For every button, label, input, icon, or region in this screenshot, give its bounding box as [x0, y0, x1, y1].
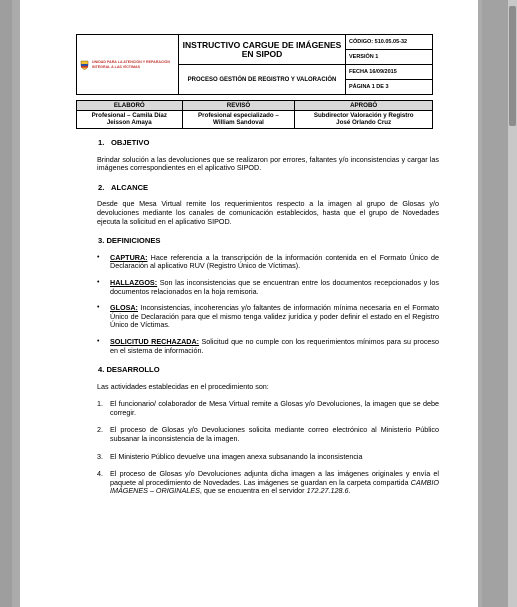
signatures-table — [76, 100, 433, 129]
col-elaboro: ELABORÓ — [77, 101, 183, 111]
definition-text: Hace referencia a la transcripción de la información contenida en el Formato Único de Declaración al aplicativo RUV (Registro Único de Víctimas). — [110, 252, 439, 271]
logo-text: UNIDAD PARA LA ATENCIÓN Y REPARACIÓN INTEGRAL A LAS VÍCTIMAS — [92, 60, 170, 69]
definition-text: Son las inconsistencias que se encuentran entre los documentos recepcionados y los documentos relacionados en la hoja remisoria. — [110, 277, 439, 296]
step-text — [110, 470, 439, 496]
section-desarrollo-heading: 4. DESARROLLO — [98, 365, 160, 375]
procedure-step — [97, 426, 439, 443]
definition-term: GLOSA: — [110, 303, 138, 313]
shared-folder-name: CAMBIO IMÁGENES – ORIGINALES — [110, 477, 439, 496]
bullet-icon: • — [97, 337, 100, 345]
section-number: 2. — [98, 182, 105, 192]
signer-aprobo — [295, 111, 433, 129]
step-text-part: El proceso de Glosas y/o Devoluciones adjunta dicha imagen a las imágenes originales y envía el paquete al procedimiento de Novedades. Las imágenes se guardan en la carpeta compartida — [110, 469, 439, 487]
step-text-part: , que se encuentra en el servidor — [199, 486, 307, 496]
server-address: 172.27.128.6 — [306, 486, 349, 496]
section-alcance-heading — [97, 184, 439, 193]
definition-term: HALLAZGOS: — [110, 277, 158, 287]
document-body — [97, 139, 439, 496]
section-definiciones-heading: 3. DEFINICIONES — [98, 236, 161, 246]
procedure-step — [97, 400, 439, 417]
section-number: 1. — [98, 138, 105, 147]
signer-elaboro-name: Jeisson Amaya — [106, 119, 152, 127]
step-text: El proceso de Glosas y/o Devoluciones solicita mediante correo electrónico al Ministerio Público subsanar la inconsistencia de la imagen. — [110, 425, 439, 444]
coat-of-arms-icon — [80, 60, 89, 70]
step-text: El funcionario/ colaborador de Mesa Virtual remite a Glosas y/o Devoluciones, la imagen que se debe corregir. — [110, 399, 439, 417]
doc-version: VERSIÓN 1 — [346, 50, 433, 65]
step-text: El Ministerio Público devuelve una imagen anexa subsanando la inconsistencia — [110, 451, 363, 461]
doc-code: CÓDIGO: 510.05.05-32 — [346, 35, 433, 50]
signer-reviso-role: Profesional especializado – — [198, 112, 279, 119]
procedure-step — [97, 470, 439, 496]
desarrollo-intro: Las actividades establecidas en el procedimiento son: — [97, 381, 269, 391]
definition-item — [97, 304, 439, 330]
definition-text: Inconsistencias, incoherencias y/o faltantes de información mínima necesaria en el Formato Único de Declaración para que el mismo tenga validez jurídica y poder definir el estado en el Registro Único de Víctimas. — [110, 303, 439, 330]
step-number: 2. — [97, 425, 103, 435]
step-number: 3. — [97, 451, 103, 461]
definition-item — [97, 338, 439, 355]
document-title: INSTRUCTIVO CARGUE DE IMÁGENES EN SIPOD — [179, 35, 346, 65]
signer-aprobo-name: José Orlando Cruz — [336, 119, 392, 127]
col-aprobo: APROBÓ — [295, 101, 433, 111]
signer-reviso-name: William Sandoval — [213, 119, 264, 127]
col-reviso: REVISÓ — [182, 101, 295, 111]
definition-term: CAPTURA: — [110, 252, 148, 262]
definition-term: SOLICITUD RECHAZADA: — [110, 336, 200, 346]
process-name: PROCESO GESTIÓN DE REGISTRO Y VALORACIÓN — [179, 65, 346, 95]
document-header-table — [76, 34, 433, 95]
procedure-step — [97, 453, 439, 462]
doc-date: FECHA 16/09/2015 — [346, 65, 433, 80]
step-number: 1. — [97, 399, 103, 409]
signer-elaboro — [77, 111, 183, 129]
section-title: OBJETIVO — [111, 138, 150, 147]
header-logo-cell — [77, 35, 179, 95]
bullet-icon: • — [97, 253, 100, 261]
section-objetivo-heading — [97, 139, 439, 148]
institution-logo — [80, 60, 175, 70]
alcance-text: Desde que Mesa Virtual remite los requerimientos respecto a la imagen al grupo de Glosas y/o devoluciones mediante los canales de comunicación establecidos, hasta que el grupo de Novedades ejecuta la solicitud en el aplicativo SIPOD. — [97, 199, 439, 226]
definition-item — [97, 254, 439, 271]
bullet-icon: • — [97, 304, 100, 312]
document-page — [20, 0, 478, 607]
doc-page-number: PÁGINA 1 DE 3 — [346, 80, 433, 95]
scrollbar-thumb[interactable] — [509, 6, 516, 126]
definition-text: Solicitud que no cumple con los requerimientos mínimos para su proceso en el sistema de información. — [110, 336, 439, 355]
viewer-left-margin — [0, 0, 12, 607]
definition-item — [97, 279, 439, 296]
objetivo-text: Brindar solución a las devoluciones que se realizaron por errores, faltantes y/o inconsistencias y cargar las imágenes correspondientes en el aplicativo SIPOD. — [97, 154, 439, 173]
section-title: ALCANCE — [111, 182, 149, 192]
step-text-part: . — [348, 486, 351, 496]
signer-reviso — [182, 111, 295, 129]
signer-aprobo-role: Subdirector Valoración y Registro — [313, 112, 414, 119]
bullet-icon: • — [97, 278, 100, 286]
signer-elaboro-role: Profesional – Camila Díaz — [91, 112, 167, 119]
step-number: 4. — [97, 469, 103, 479]
